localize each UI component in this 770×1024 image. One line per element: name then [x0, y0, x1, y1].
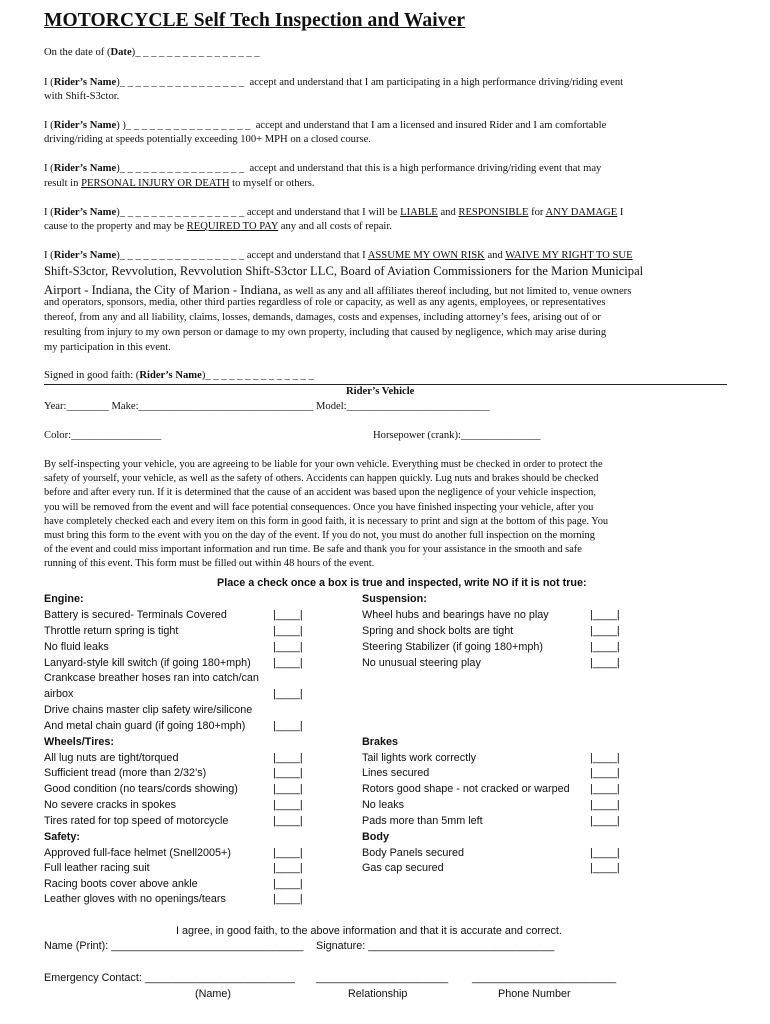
checklist-item: Pads more than 5mm left [362, 815, 483, 827]
checkbox[interactable]: |____| [273, 767, 303, 779]
clause-5-line-4: and operators, sponsors, media, other third parties regardless of role or capacity, as well as any agents, employees, or representatives [44, 297, 606, 308]
checklist-item: airbox [44, 688, 74, 700]
date-line: On the date of (Date)_ _ _ _ _ _ _ _ _ _ _ _ _ _ _ _ [44, 47, 260, 58]
label-name: (Name) [195, 988, 231, 1000]
checklist-item: Tires rated for top speed of motorcycle [44, 815, 229, 827]
name-print-field[interactable]: Name (Print): ________________________________ [44, 940, 304, 952]
rider-name-field-1[interactable]: )_ _ _ _ _ _ _ _ _ _ _ _ _ _ _ _ [116, 77, 245, 88]
checklist-item: Full leather racing suit [44, 862, 150, 874]
rider-name-field-4[interactable]: )_ _ _ _ _ _ _ _ _ _ _ _ _ _ _ _ [116, 207, 245, 218]
signed-line: Signed in good faith: (Rider’s Name)_ _ _ _ _ _ _ _ _ _ _ _ _ _ [44, 370, 314, 381]
clause-5-entities: Shift-S3ctor, Revvolution, Revvolution Shift-S3ctor LLC, Board of Aviation Commissioners for the Marion Municipal [44, 264, 644, 278]
checklist-item: Crankcase breather hoses ran into catch/can [44, 672, 259, 684]
wheels-heading: Wheels/Tires: [44, 736, 115, 748]
checklist-item: Throttle return spring is tight [44, 625, 179, 637]
checklist-item: No fluid leaks [44, 641, 109, 653]
clause-3-line-2: result in PERSONAL INJURY OR DEATH to myself or others. [44, 178, 315, 189]
clause-4: I (Rider’s Name)_ _ _ _ _ _ _ _ _ _ _ _ _ _ _ _ accept and understand that I will be LIABLE and RESPONSIBLE for ANY DAMAGE I [44, 207, 624, 218]
checklist-item: Good condition (no tears/cords showing) [44, 783, 238, 795]
checkbox[interactable]: |____| [590, 641, 620, 653]
checkbox[interactable]: |____| [273, 625, 303, 637]
checklist-item: Tail lights work correctly [362, 752, 476, 764]
checklist-item: Steering Stabilizer (if going 180+mph) [362, 641, 543, 653]
emergency-contact-name-field[interactable]: Emergency Contact: _________________________ [44, 972, 295, 984]
checkbox[interactable]: |____| [273, 720, 303, 732]
disclaimer: By self-inspecting your vehicle, you are agreeing to be liable for your own vehicle. Everything must be checked in order to protect the safety of yourself, your vehicle, as well as the safety of others. Accidents can happen quickly. Lug nuts and brakes should be checked before and after every run. If it is determined that the cause of an accident was based upon the negligence of your vehicle inspection, you will be removed from the event and will face potential consequences. Once you have finished inspecting your vehicle, after you have completely checked each and every item on this form in good faith, it is necessary to print and sign at the bottom of this page. You must bring this form to the event with you on the day of the event. If you do not, you must do another full inspection on the morning of the event and could miss important information and run time. Be safe and thank you for your assistance in the smooth and safe running of this event. This form must be filled out within 48 hours of the event. [44, 459, 609, 570]
checklist-item: Leather gloves with no openings/tears [44, 893, 226, 905]
checklist-item: Wheel hubs and bearings have no play [362, 609, 549, 621]
label-phone: Phone Number [498, 988, 571, 1000]
checkbox[interactable]: |____| [590, 783, 620, 795]
checkbox[interactable]: |____| [590, 799, 620, 811]
checklist-item: Spring and shock bolts are tight [362, 625, 514, 637]
clause-5-line-6: resulting from injury to my own person or damage to my own property, including that caused by negligence, which may arise during [44, 327, 607, 338]
checklist-item: Racing boots cover above ankle [44, 878, 198, 890]
checklist-item: Gas cap secured [362, 862, 444, 874]
clause-5-line-7: my participation in this event. [44, 342, 171, 353]
checkbox[interactable]: |____| [273, 752, 303, 764]
vehicle-color-field[interactable]: Color:_________________ [44, 430, 162, 441]
checklist-item: Drive chains master clip safety wire/silicone [44, 704, 253, 716]
page-title: MOTORCYCLE Self Tech Inspection and Waiver [44, 10, 466, 31]
clause-4-line-2: cause to the property and may be REQUIRED TO PAY any and all costs of repair. [44, 221, 392, 232]
clause-2: I (Rider’s Name) )_ _ _ _ _ _ _ _ _ _ _ _ _ _ _ _ accept and understand that I am a licensed and insured Rider and I am comfortable [44, 120, 607, 131]
rider-name-field-5[interactable]: )_ _ _ _ _ _ _ _ _ _ _ _ _ _ _ _ [116, 250, 245, 261]
checkbox[interactable]: |____| [273, 815, 303, 827]
vehicle-year-make-model-field[interactable]: Year:________ Make:_________________________________ Model:___________________________ [44, 401, 490, 412]
clause-5-line-5: thereof, from any and all liability, claims, losses, demands, damages, costs and expenses, including attorney’s fees, arising out of or [44, 312, 601, 323]
checklist-item: Lanyard-style kill switch (if going 180+mph) [44, 657, 251, 669]
checklist-item: Body Panels secured [362, 847, 465, 859]
suspension-heading: Suspension: [362, 593, 427, 605]
checklist-item: Battery is secured- Terminals Covered [44, 609, 227, 621]
checkbox[interactable]: |____| [590, 767, 620, 779]
rider-name-field-3[interactable]: )_ _ _ _ _ _ _ _ _ _ _ _ _ _ _ _ [116, 163, 245, 174]
clause-1-line-2: with Shift-S3ctor. [44, 91, 120, 102]
date-label: Date [110, 47, 132, 58]
checkbox[interactable]: |____| [273, 847, 303, 859]
checkbox[interactable]: |____| [590, 752, 620, 764]
agreement-statement: I agree, in good faith, to the above information and that it is accurate and correct. [176, 925, 562, 937]
checklist-item: No leaks [362, 799, 405, 811]
clause-1: I (Rider’s Name)_ _ _ _ _ _ _ _ _ _ _ _ _ _ _ _ accept and understand that I am participating in a high performance driving/riding event [44, 77, 624, 88]
checkbox[interactable]: |____| [273, 688, 303, 700]
date-field[interactable]: )_ _ _ _ _ _ _ _ _ _ _ _ _ _ _ _ [131, 47, 260, 58]
checkbox[interactable]: |____| [590, 609, 620, 621]
checkbox[interactable]: |____| [273, 783, 303, 795]
engine-heading: Engine: [44, 593, 84, 605]
signature-field[interactable]: Signature: _______________________________ [316, 940, 555, 952]
check-instruction: Place a check once a box is true and inspected, write NO if it is not true: [217, 577, 587, 589]
checkbox[interactable]: |____| [273, 609, 303, 621]
checkbox[interactable]: |____| [590, 847, 620, 859]
checklist-item: Rotors good shape - not cracked or warped [362, 783, 570, 795]
checklist-item: Lines secured [362, 767, 430, 779]
checkbox[interactable]: |____| [273, 893, 303, 905]
clause-2-line-2: driving/riding at speeds potentially exceeding 100+ MPH on a closed course. [44, 134, 371, 145]
checklist-item: And metal chain guard (if going 180+mph) [44, 720, 246, 732]
checklist-item: All lug nuts are tight/torqued [44, 752, 179, 764]
vehicle-horsepower-field[interactable]: Horsepower (crank):_______________ [373, 430, 541, 441]
checklist-item: Approved full-face helmet (Snell2005+) [44, 847, 231, 859]
checkbox[interactable]: |____| [590, 862, 620, 874]
rider-name-field-2[interactable]: )_ _ _ _ _ _ _ _ _ _ _ _ _ _ _ _ [122, 120, 251, 131]
body-heading: Body [362, 831, 389, 843]
checklist-item: No unusual steering play [362, 657, 481, 669]
checkbox[interactable]: |____| [590, 657, 620, 669]
safety-heading: Safety: [44, 831, 81, 843]
checkbox[interactable]: |____| [273, 878, 303, 890]
checkbox[interactable]: |____| [273, 862, 303, 874]
vehicle-heading: Rider’s Vehicle [346, 386, 415, 397]
checklist-item: No severe cracks in spokes [44, 799, 177, 811]
checkbox[interactable]: |____| [273, 657, 303, 669]
checkbox[interactable]: |____| [590, 815, 620, 827]
checklist-item: Sufficient tread (more than 2/32’s) [44, 767, 207, 779]
divider [44, 384, 727, 385]
clause-3: I (Rider’s Name)_ _ _ _ _ _ _ _ _ _ _ _ _ _ _ _ accept and understand that this is a high performance driving/riding event that may [44, 163, 602, 174]
checkbox[interactable]: |____| [273, 641, 303, 653]
clause-5-line-3: Airport - Indiana, the City of Marion - Indiana, as well as any and all affiliates thereof including, but not limited to, venue owners [44, 283, 632, 297]
label-relationship: Relationship [348, 988, 408, 1000]
brakes-heading: Brakes [362, 736, 399, 748]
checkbox[interactable]: |____| [590, 625, 620, 637]
clause-5: I (Rider’s Name)_ _ _ _ _ _ _ _ _ _ _ _ _ _ _ _ accept and understand that I ASSUME MY OWN RISK and WAIVE MY RIGHT TO SUE [44, 250, 633, 261]
emergency-phone-field[interactable]: ________________________ [472, 972, 617, 984]
signed-name-field[interactable]: )_ _ _ _ _ _ _ _ _ _ _ _ _ _ [201, 370, 314, 381]
emergency-relationship-field[interactable]: ______________________ [316, 972, 449, 984]
checkbox[interactable]: |____| [273, 799, 303, 811]
